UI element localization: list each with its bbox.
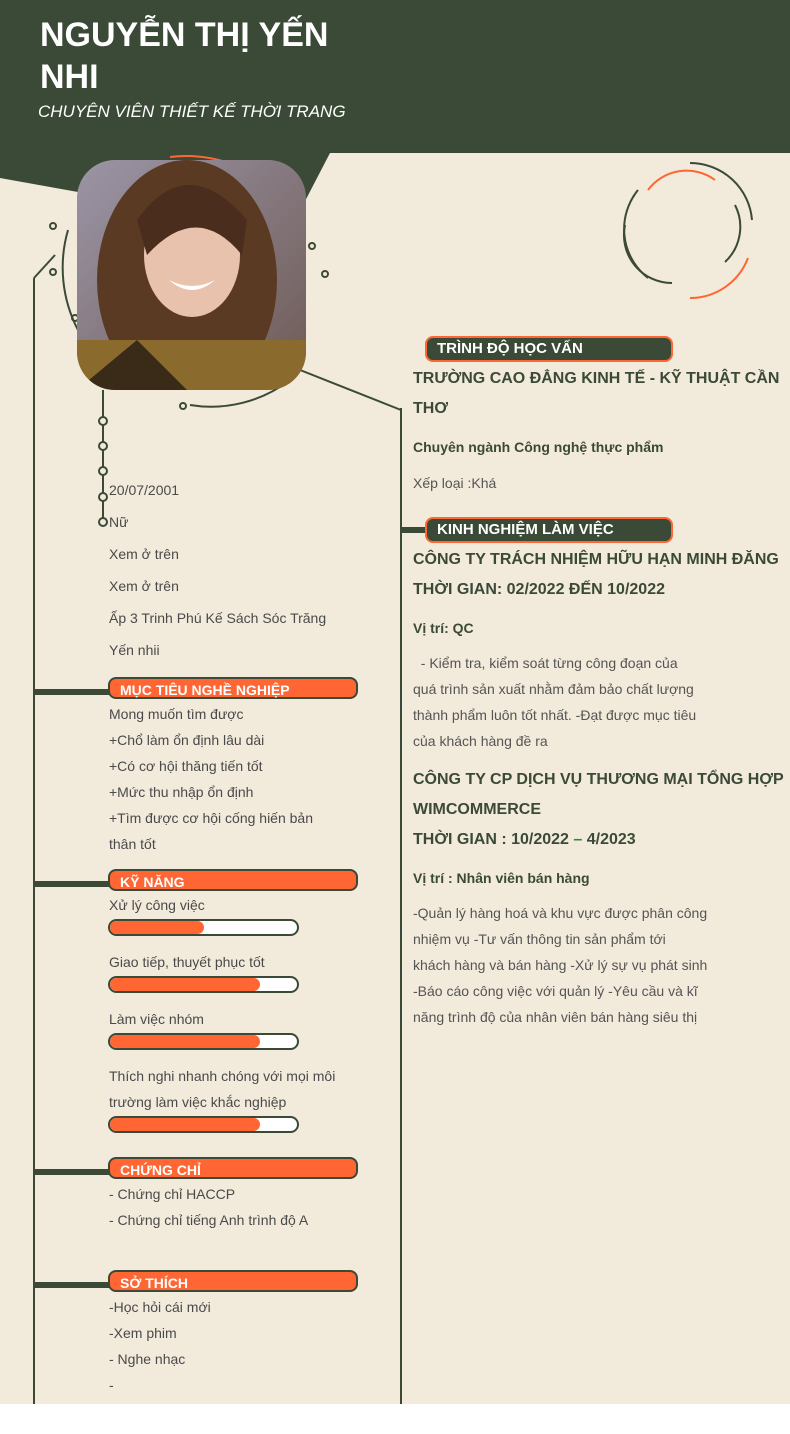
phone: Xem ở trên [109,546,179,562]
address: Ấp 3 Trinh Phú Kế Sách Sóc Trăng [109,610,327,626]
education-heading: TRÌNH ĐỘ HỌC VẤN [425,336,673,362]
experience-heading: KINH NGHIỆM LÀM VIỆC [425,517,673,543]
skill-label: Thích nghi nhanh chóng với mọi môi [109,1068,336,1084]
objective-line: +Tìm được cơ hội cống hiến bản [109,810,314,826]
hobby-item: -Xem phim [109,1325,177,1341]
skill-label: Làm việc nhóm [109,1011,204,1027]
skill-bar [108,919,299,936]
company-name-cont: WIMCOMMERCE [413,801,541,818]
grade: Xếp loại :Khá [413,475,497,491]
hobby-item: -Học hỏi cái mới [109,1299,211,1315]
birthdate: 20/07/2001 [109,482,180,498]
major: Chuyên ngành Công nghệ thực phẩm [413,439,664,455]
job-desc-line: thành phẩm luôn tốt nhất. -Đạt được mục tiêu [413,707,697,723]
skill-label: Giao tiếp, thuyết phục tốt [109,954,265,970]
objective-line: +Mức thu nhập ổn định [109,784,254,800]
objective-line: thân tốt [109,836,156,852]
job-time: THỜI GIAN: 02/2022 ĐẾN 10/2022 [413,581,665,598]
hobbies-heading: SỞ THÍCH [108,1270,358,1292]
job-desc-line: năng trình độ của nhân viên bán hàng siêu thị [413,1009,698,1025]
objective-line: Mong muốn tìm được [109,706,244,722]
company-name: CÔNG TY CP DỊCH VỤ THƯƠNG MẠI TỔNG HỢP [413,771,784,788]
job-time-end: 4/2023 [582,831,636,848]
certificate-item: - Chứng chỉ tiếng Anh trình độ A [109,1212,309,1228]
email: Xem ở trên [109,578,179,594]
objective-line: +Chổ làm ổn định lâu dài [109,732,265,748]
skills-heading: KỸ NĂNG [108,869,358,891]
skill-bar [108,1033,299,1050]
job-time-start: THỜI GIAN : 10/2022 [413,831,574,848]
job-position: Vị trí: QC [413,620,474,636]
objective-heading: MỤC TIÊU NGHỀ NGHIỆP [108,677,358,699]
job-desc-line: - Kiểm tra, kiểm soát từng công đoạn của [413,655,678,671]
job-desc-line: khách hàng và bán hàng -Xử lý sự vụ phát sinh [413,957,708,973]
school-name: TRƯỜNG CAO ĐẲNG KINH TẾ - KỸ THUẬT CẦN [413,370,780,387]
company-name: CÔNG TY TRÁCH NHIỆM HỮU HẠN MINH ĐĂNG [413,551,779,568]
job-desc-line: quá trình sản xuất nhằm đảm bảo chất lượng [413,681,694,697]
skill-bar-fill [110,1118,260,1131]
skill-bar-fill [110,1035,260,1048]
candidate-name: NGUYỄN THỊ YẾN NHI [40,16,329,96]
skill-bar-fill [110,921,204,934]
social-profile: Yến nhii [109,642,160,658]
hobby-item: - [109,1377,114,1393]
skill-bar [108,1116,299,1133]
job-title: CHUYÊN VIÊN THIẾT KẾ THỜI TRANG [38,102,346,121]
hobby-item: - Nghe nhạc [109,1351,186,1367]
objective-line: +Có cơ hội thăng tiến tốt [109,758,263,774]
school-name-cont: THƠ [413,400,448,417]
job-position: Vị trí : Nhân viên bán hàng [413,870,590,886]
job-desc-line: -Báo cáo công việc với quản lý -Yêu cầu và kĩ [413,983,698,999]
job-time-dash: – [573,831,583,848]
job-time [413,831,636,849]
skill-label-cont: trường làm việc khắc nghiệp [109,1094,287,1110]
certificates-heading: CHỨNG CHỈ [108,1157,358,1179]
job-desc-line: -Quản lý hàng hoá và khu vực được phân công [413,905,708,921]
skill-label: Xử lý công việc [109,897,205,913]
skill-bar [108,976,299,993]
profile-photo [77,160,306,390]
job-desc-line: của khách hàng đề ra [413,733,548,749]
skill-bar-fill [110,978,260,991]
gender: Nữ [109,514,129,530]
certificate-item: - Chứng chỉ HACCP [109,1186,236,1202]
job-desc-line: nhiệm vụ -Tư vấn thông tin sản phẩm tới [413,931,666,947]
